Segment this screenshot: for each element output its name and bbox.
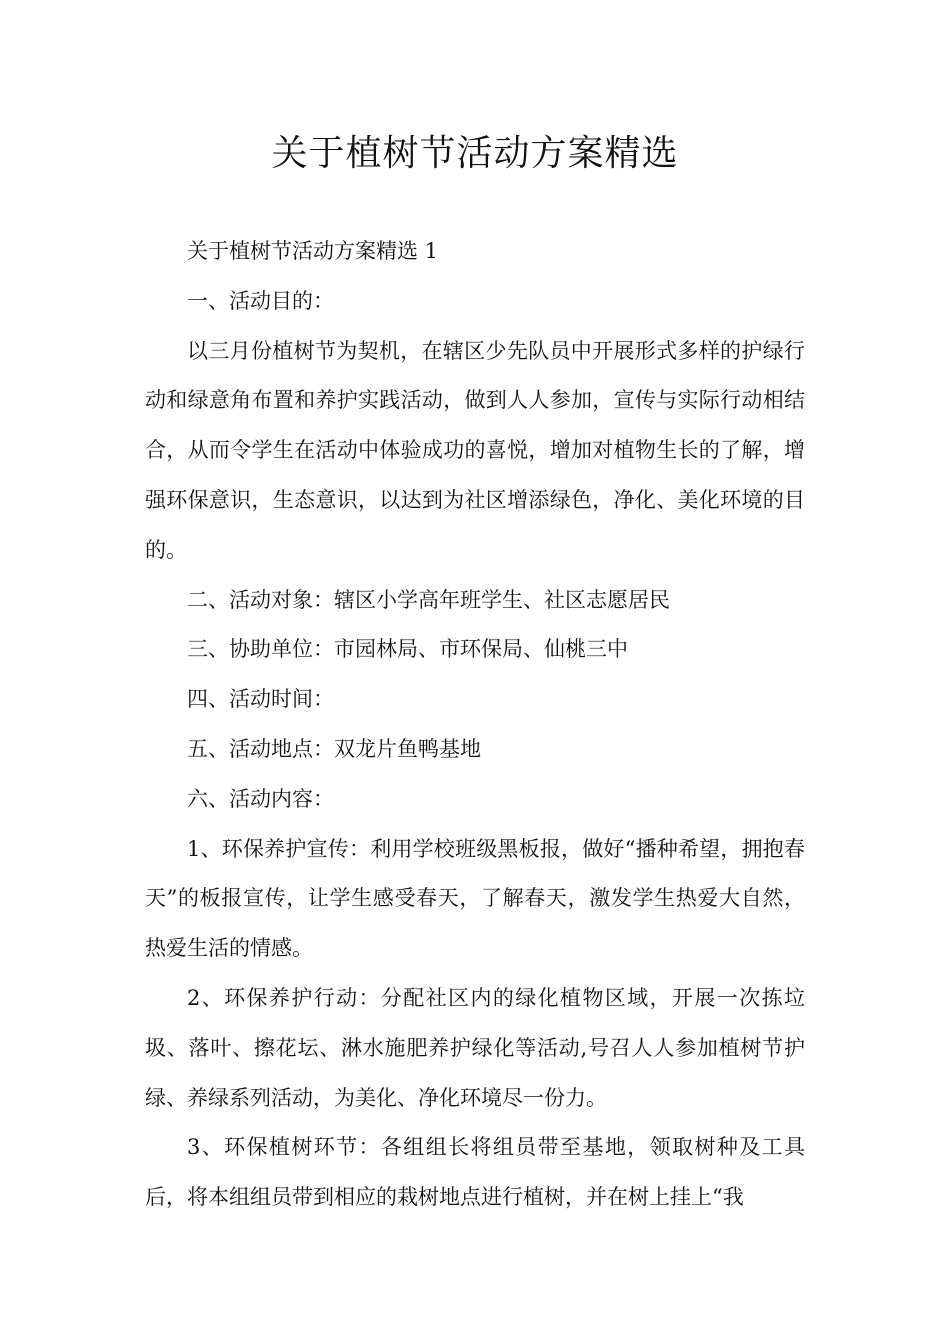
- section-heading: 关于植树节活动方案精选 1: [187, 239, 439, 263]
- paragraph-content-3: 3、环保植树环节：各组组长将组员带至基地，领取树种及工具后，将本组组员带到相应的栽树地点进行植树，并在树上挂上“我: [145, 1135, 805, 1210]
- heading-purpose: 一、活动目的：: [187, 288, 334, 313]
- paragraph-purpose: 以三月份植树节为契机，在辖区少先队员中开展形式多样的护绿行动和绿意角布置和养护实践活动，做到人人参加，宣传与实际行动相结合，从而令学生在活动中体验成功的喜悦，增加对植物生长的了解，增强环保意识，生态意识，以达到为社区增添绿色，净化、美化环境的目的。: [145, 338, 805, 562]
- heading-participants: 二、活动对象：辖区小学高年班学生、社区志愿居民: [187, 587, 670, 612]
- heading-time: 四、活动时间：: [187, 687, 334, 712]
- document-title: 关于植树节活动方案精选: [271, 133, 679, 174]
- document-body: [145, 227, 805, 1223]
- heading-content: 六、活动内容：: [187, 786, 334, 811]
- paragraph-content-2: 2、环保养护行动：分配社区内的绿化植物区域，开展一次拣垃圾、落叶、擦花坛、淋水施肥养护绿化等活动,号召人人参加植树节护绿、养绿系列活动，为美化、净化环境尽一份力。: [145, 985, 805, 1110]
- paragraph-content-1: 1、环保养护宣传：利用学校班级黑板报，做好“播种希望，拥抱春天”的板报宣传，让学生感受春天，了解春天，激发学生热爱大自然，热爱生活的情感。: [145, 836, 805, 961]
- heading-location: 五、活动地点：双龙片鱼鸭基地: [187, 736, 481, 761]
- heading-partners: 三、协助单位：市园林局、市环保局、仙桃三中: [187, 637, 628, 662]
